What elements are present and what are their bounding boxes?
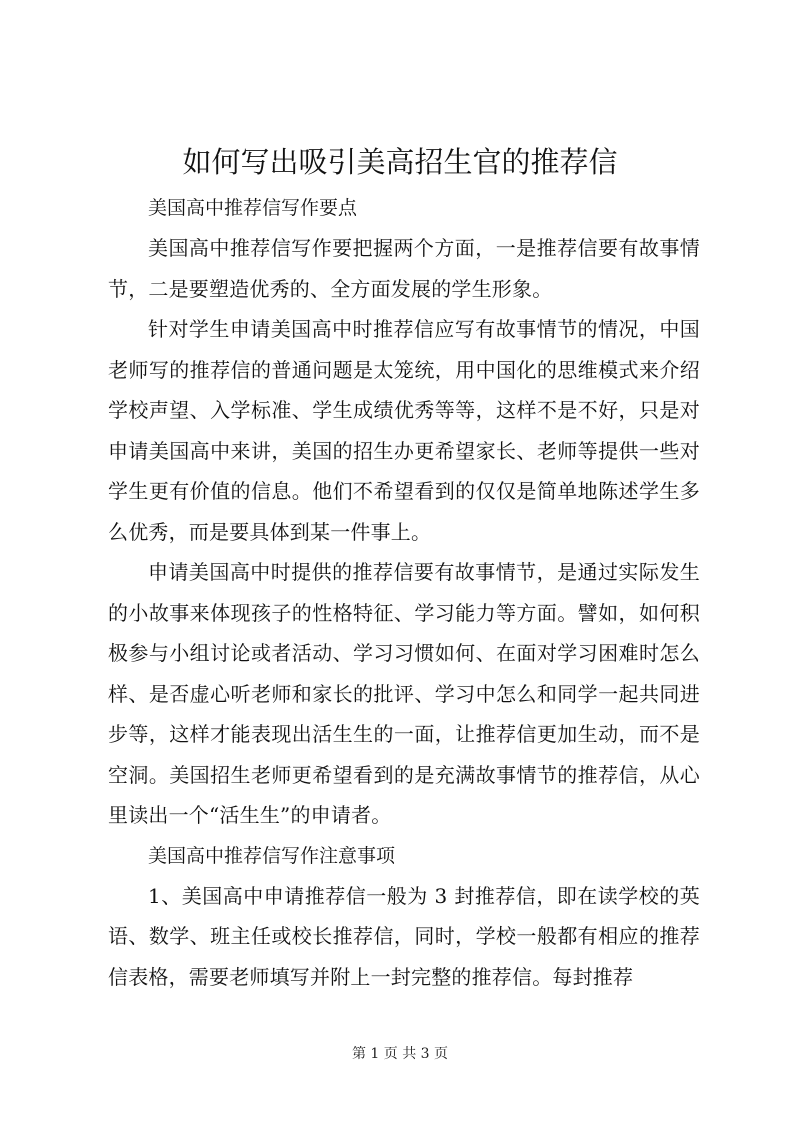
page-footer: 第 1 页 共 3 页 — [351, 1046, 449, 1062]
paragraph-story-plot: 申请美国高中时提供的推荐信要有故事情节，是通过实际发生的小故事来体现孩子的性格特征、学习能力等方面。譬如，如何积极参与小组讨论或者活动、学习习惯如何、在面对学习困难时怎么样、是否虚心听老师和家长的批评、学习中怎么和同学一起共同进步等，这样才能表现出活生生的一面，让推荐信更加生动，而不是空洞。美国招生老师更希望看到的是充满故事情节的推荐信，从心里读出一个“活生生”的申请者。 — [108, 560, 700, 827]
section-heading-writing-points: 美国高中推荐信写作要点 — [148, 197, 358, 219]
section-heading-notes: 美国高中推荐信写作注意事项 — [148, 844, 396, 867]
document-body — [108, 188, 700, 997]
paragraph-three-letters: 1、美国高中申请推荐信一般为 3 封推荐信，即在读学校的英语、数学、班主任或校长推荐信，同时，学校一般都有相应的推荐信表格，需要老师填写并附上一封完整的推荐信。每封推荐 — [108, 883, 700, 989]
document-title: 如何写出吸引美高招生官的推荐信 — [182, 145, 618, 179]
paragraph-chinese-teachers: 针对学生申请美国高中时推荐信应写有故事情节的情况，中国老师写的推荐信的普通问题是太笼统，用中国化的思维模式来介绍学校声望、入学标准、学生成绩优秀等等，这样不是不好，只是对申请美国高中来讲，美国的招生办更希望家长、老师等提供一些对学生更有价值的信息。他们不希望看到的仅仅是简单地陈述学生多么优秀，而是要具体到某一件事上。 — [108, 317, 700, 544]
paragraph-two-aspects: 美国高中推荐信写作要把握两个方面，一是推荐信要有故事情节，二是要塑造优秀的、全方面发展的学生形象。 — [108, 236, 700, 301]
